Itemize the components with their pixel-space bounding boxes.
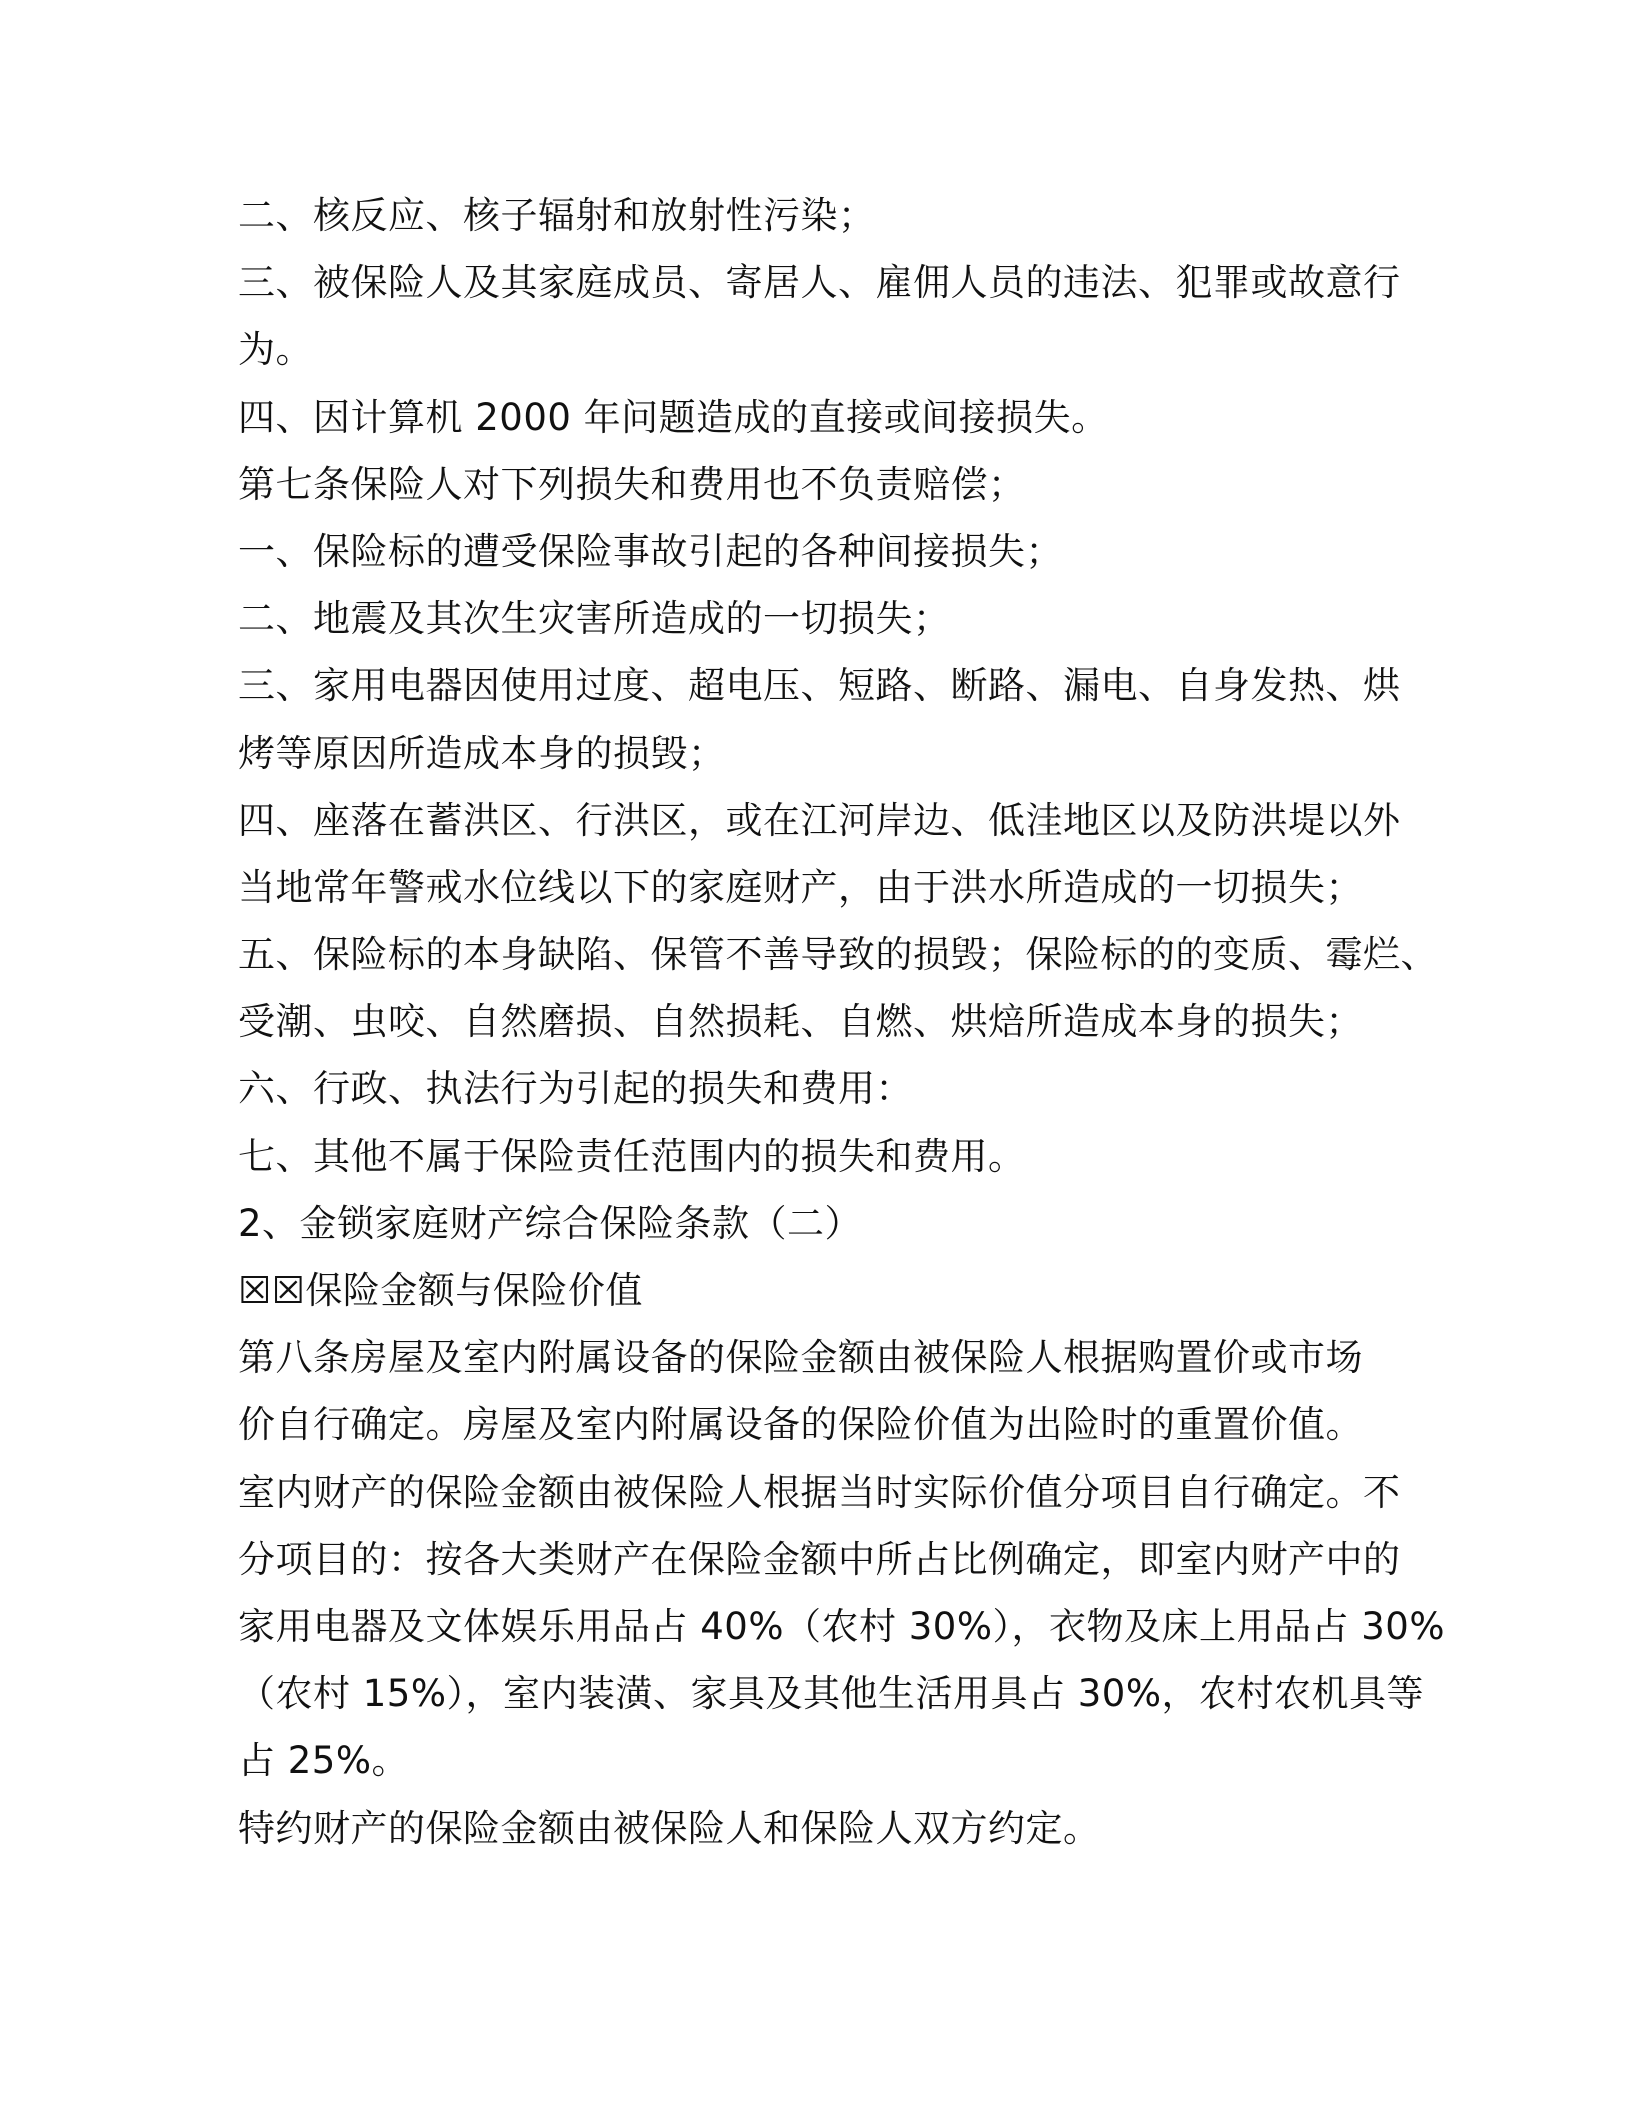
text-line: 价自行确定。房屋及室内附属设备的保险价值为出险时的重置价值。 xyxy=(238,1403,1363,1447)
text-line: 一、保险标的遭受保险事故引起的各种间接损失； xyxy=(238,529,1063,573)
text-line: 烤等原因所造成本身的损毁； xyxy=(238,731,726,775)
text-line: 七、其他不属于保险责任范围内的损失和费用。 xyxy=(238,1134,1026,1178)
text-line: 占 25%。 xyxy=(238,1739,409,1783)
text-line: 室内财产的保险金额由被保险人根据当时实际价值分项目自行确定。不 xyxy=(238,1470,1401,1514)
text-line: 五、保险标的本身缺陷、保管不善导致的损毁；保险标的的变质、霉烂、 xyxy=(238,933,1438,977)
article-text-line: 第八条房屋及室内附属设备的保险金额由被保险人根据购置价或市场 xyxy=(238,1336,1363,1380)
text-line: 四、座落在蓄洪区、行洪区，或在江河岸边、低洼地区以及防洪堤以外 xyxy=(238,798,1401,842)
text-line: 二、核反应、核子辐射和放射性污染； xyxy=(238,194,876,237)
text-line: 当地常年警戒水位线以下的家庭财产，由于洪水所造成的一切损失； xyxy=(238,865,1363,909)
text-line: （农村 15%），室内装潢、家具及其他生活用具占 30%，农村农机具等 xyxy=(238,1672,1424,1716)
text-line: 四、因计算机 2000 年问题造成的直接或间接损失。 xyxy=(238,395,1109,439)
text-line: 三、被保险人及其家庭成员、寄居人、雇佣人员的违法、犯罪或故意行 xyxy=(238,261,1401,305)
text-line: 家用电器及文体娱乐用品占 40%（农村 30%），衣物及床上用品占 30% xyxy=(238,1604,1445,1648)
subsection-heading: ☒☒保险金额与保险价值 xyxy=(238,1269,643,1312)
article-heading: 第七条保险人对下列损失和费用也不负责赔偿； xyxy=(238,462,1026,506)
document-body xyxy=(238,182,1445,1862)
text-line: 六、行政、执法行为引起的损失和费用： xyxy=(238,1067,913,1111)
text-line: 受潮、虫咬、自然磨损、自然损耗、自燃、烘焙所造成本身的损失； xyxy=(238,1000,1363,1044)
text-line: 为。 xyxy=(238,328,313,372)
text-line: 三、家用电器因使用过度、超电压、短路、断路、漏电、自身发热、烘 xyxy=(238,664,1401,708)
text-line: 特约财产的保险金额由被保险人和保险人双方约定。 xyxy=(238,1806,1101,1850)
text-line: 二、地震及其次生灾害所造成的一切损失； xyxy=(238,597,951,641)
section-heading: 2、金锁家庭财产综合保险条款（二） xyxy=(238,1201,863,1245)
text-line: 分项目的：按各大类财产在保险金额中所占比例确定，即室内财产中的 xyxy=(238,1537,1401,1581)
